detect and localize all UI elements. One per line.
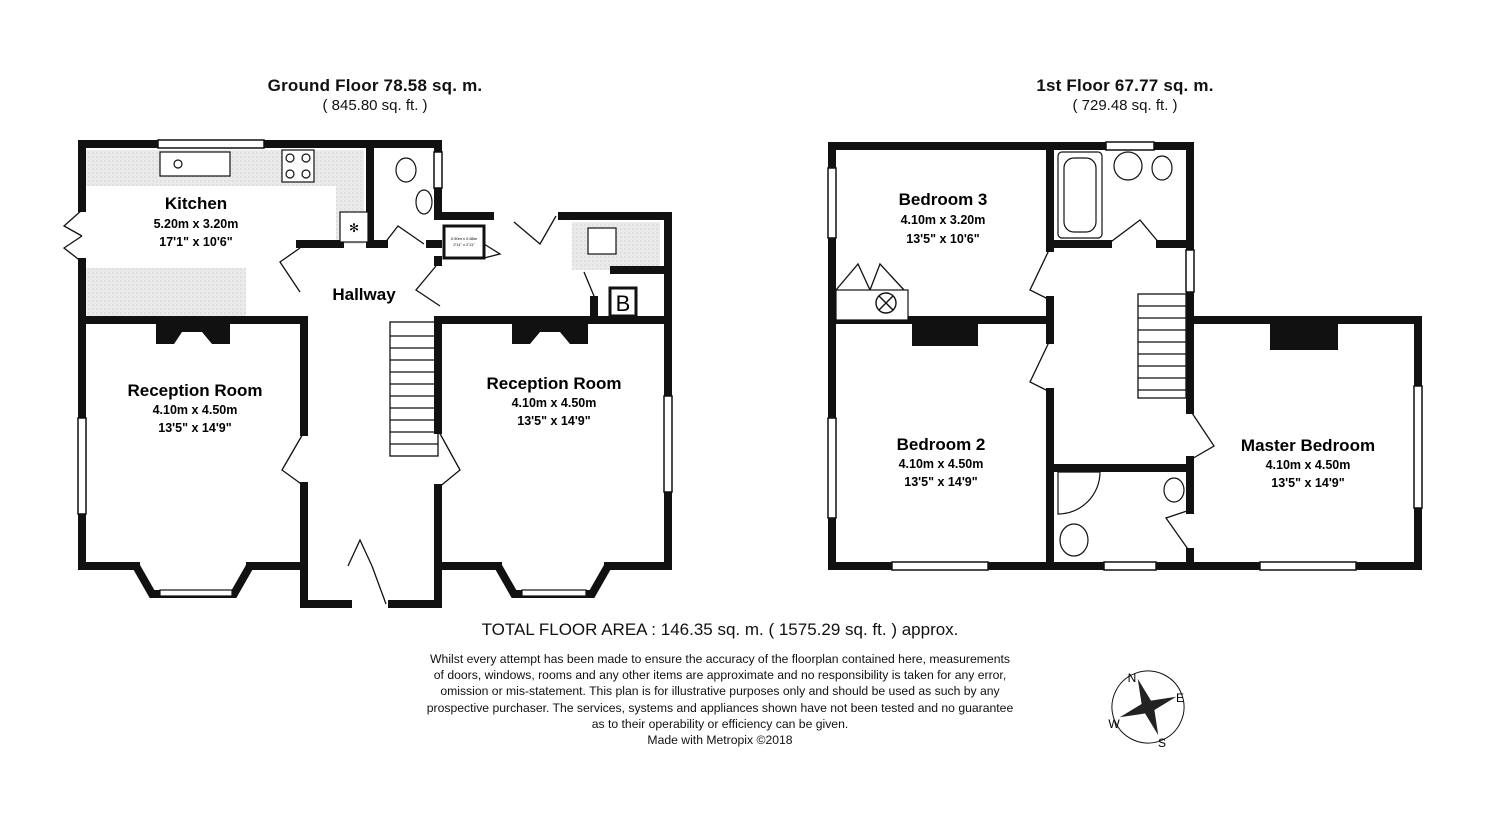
reception-right-imperial: 13'5" x 14'9"	[517, 414, 591, 428]
ff-door-bath	[1108, 220, 1160, 244]
disclaimer-line: Whilst every attempt has been made to ensure the accuracy of the floorplan contained here, measurements	[430, 652, 1010, 666]
ff-wardrobe	[836, 290, 908, 320]
hob-ring-3	[286, 170, 294, 178]
door-kitchen-french-top	[64, 210, 82, 236]
window-reception-right	[664, 396, 672, 492]
stairs-first	[1138, 294, 1186, 398]
ff-window-bath	[1106, 142, 1154, 150]
ff-chimney-bed2	[912, 322, 978, 346]
door-utility-top	[514, 216, 556, 244]
hallway-name: Hallway	[332, 285, 396, 304]
ff-shower	[1058, 472, 1100, 514]
reception-right-metric: 4.10m x 4.50m	[511, 396, 597, 410]
reception-left-name: Reception Room	[127, 381, 263, 400]
ff-bath-basin	[1114, 152, 1142, 180]
compass-s: S	[1157, 736, 1167, 750]
reception-right-name: Reception Room	[486, 374, 622, 393]
door-cupboard	[484, 244, 500, 258]
bay-right-window	[522, 590, 586, 596]
ff-door-master	[1190, 410, 1214, 460]
boiler-label: B	[615, 291, 631, 316]
door-kitchen-hall	[280, 248, 300, 292]
window-wc	[434, 152, 442, 188]
door-utility	[416, 266, 440, 306]
ground-floor-area: Ground Floor 78.58 sq. m.	[267, 76, 483, 95]
wall-porch	[304, 566, 348, 604]
sink-bowl	[174, 160, 182, 168]
hob-ring-1	[286, 154, 294, 162]
door-front-2	[372, 566, 386, 604]
fireplace-left	[156, 322, 230, 344]
stairs-ground	[390, 322, 438, 456]
compass-w: W	[1108, 717, 1120, 731]
kitchen-imperial: 17'1" x 10'6"	[159, 235, 233, 249]
ff-window-bed2	[828, 418, 836, 518]
fireplace-right	[512, 322, 588, 344]
ff-door-bed3-wardrobe	[836, 264, 870, 290]
door-front	[348, 540, 372, 566]
utility-sink	[588, 228, 616, 254]
first-floor-area-sqft: ( 729.48 sq. ft. )	[1072, 97, 1178, 114]
ff-window-ensuite	[1104, 562, 1156, 570]
wall-porch-2	[392, 566, 438, 604]
disclaimer	[330, 651, 1110, 748]
disclaimer-line: as to their operability or efficiency can be given.	[591, 716, 849, 731]
ff-window-bed3	[828, 168, 836, 238]
disclaimer-line: prospective purchaser. The services, systems and appliances shown have not been tested and no guarantee	[426, 700, 1014, 715]
bedroom3-metric: 4.10m x 3.20m	[900, 213, 986, 227]
hob-ring-2	[302, 154, 310, 162]
snowflake-icon: ✻	[348, 221, 360, 235]
disclaimer-line: of doors, windows, rooms and any other items are approximate and no responsibility is taken for any error,	[433, 668, 1007, 683]
kitchen-metric: 5.20m x 3.20m	[153, 217, 239, 231]
reception-left-imperial: 13'5" x 14'9"	[158, 421, 232, 435]
ff-door-bed3-wardrobe-2	[870, 264, 904, 290]
disclaimer-line: omission or mis-statement. This plan is for illustrative purposes only and should be used as such by any	[440, 684, 1000, 699]
compass-e: E	[1175, 691, 1185, 705]
ff-chimney-master	[1270, 322, 1338, 350]
bedroom3-name: Bedroom 3	[898, 190, 988, 209]
door-wc	[384, 226, 424, 244]
kitchen-name: Kitchen	[164, 194, 228, 213]
bedroom2-imperial: 13'5" x 14'9"	[904, 475, 978, 489]
ff-door-bed3	[1030, 248, 1050, 300]
ff-window-landing	[1186, 250, 1194, 292]
bedroom2-name: Bedroom 2	[896, 435, 986, 454]
first-floor-area: 1st Floor 67.77 sq. m.	[1036, 76, 1214, 95]
master-metric: 4.10m x 4.50m	[1265, 458, 1351, 472]
compass	[1102, 661, 1194, 753]
ff-door-bed2	[1030, 340, 1050, 392]
cupboard-imperial: 2'11" x 2'11"	[453, 242, 475, 247]
ff-bath-inner	[1064, 158, 1096, 232]
bedroom3-imperial: 13'5" x 10'6"	[906, 232, 980, 246]
ff-bath-toilet	[1152, 156, 1172, 180]
window-reception-left	[78, 418, 86, 514]
ff-window-bed2-bottom	[892, 562, 988, 570]
bay-left-window	[160, 590, 232, 596]
reception-left-metric: 4.10m x 4.50m	[152, 403, 238, 417]
master-name: Master Bedroom	[1240, 436, 1376, 455]
door-reception-right	[438, 430, 460, 488]
ground-floor-area-sqft: ( 845.80 sq. ft. )	[322, 97, 428, 114]
ground-floor-plan	[64, 140, 672, 604]
window-kitchen-top	[158, 140, 264, 148]
door-boiler	[584, 272, 594, 296]
ff-ensuite-basin	[1060, 524, 1088, 556]
wc-toilet-ground	[396, 158, 416, 182]
ff-door-ensuite	[1166, 510, 1190, 552]
ff-window-master-right	[1414, 386, 1422, 508]
master-imperial: 13'5" x 14'9"	[1271, 476, 1345, 490]
compass-star-icon	[1110, 669, 1187, 746]
cupboard-metric: 0.90m x 0.88m	[450, 236, 478, 241]
total-floor-area: TOTAL FLOOR AREA : 146.35 sq. m. ( 1575.29 sq. ft. ) approx.	[481, 620, 959, 639]
sink	[160, 152, 230, 176]
ff-ensuite-toilet	[1164, 478, 1184, 502]
credit: Made with Metropix ©2018	[647, 733, 793, 748]
door-reception-left	[282, 432, 304, 486]
ff-window-master-bottom	[1260, 562, 1356, 570]
wc-basin-ground	[416, 190, 432, 214]
bedroom2-metric: 4.10m x 4.50m	[898, 457, 984, 471]
hob-ring-4	[302, 170, 310, 178]
compass-n: N	[1127, 671, 1137, 685]
kitchen-worktop-bottom	[86, 268, 246, 316]
